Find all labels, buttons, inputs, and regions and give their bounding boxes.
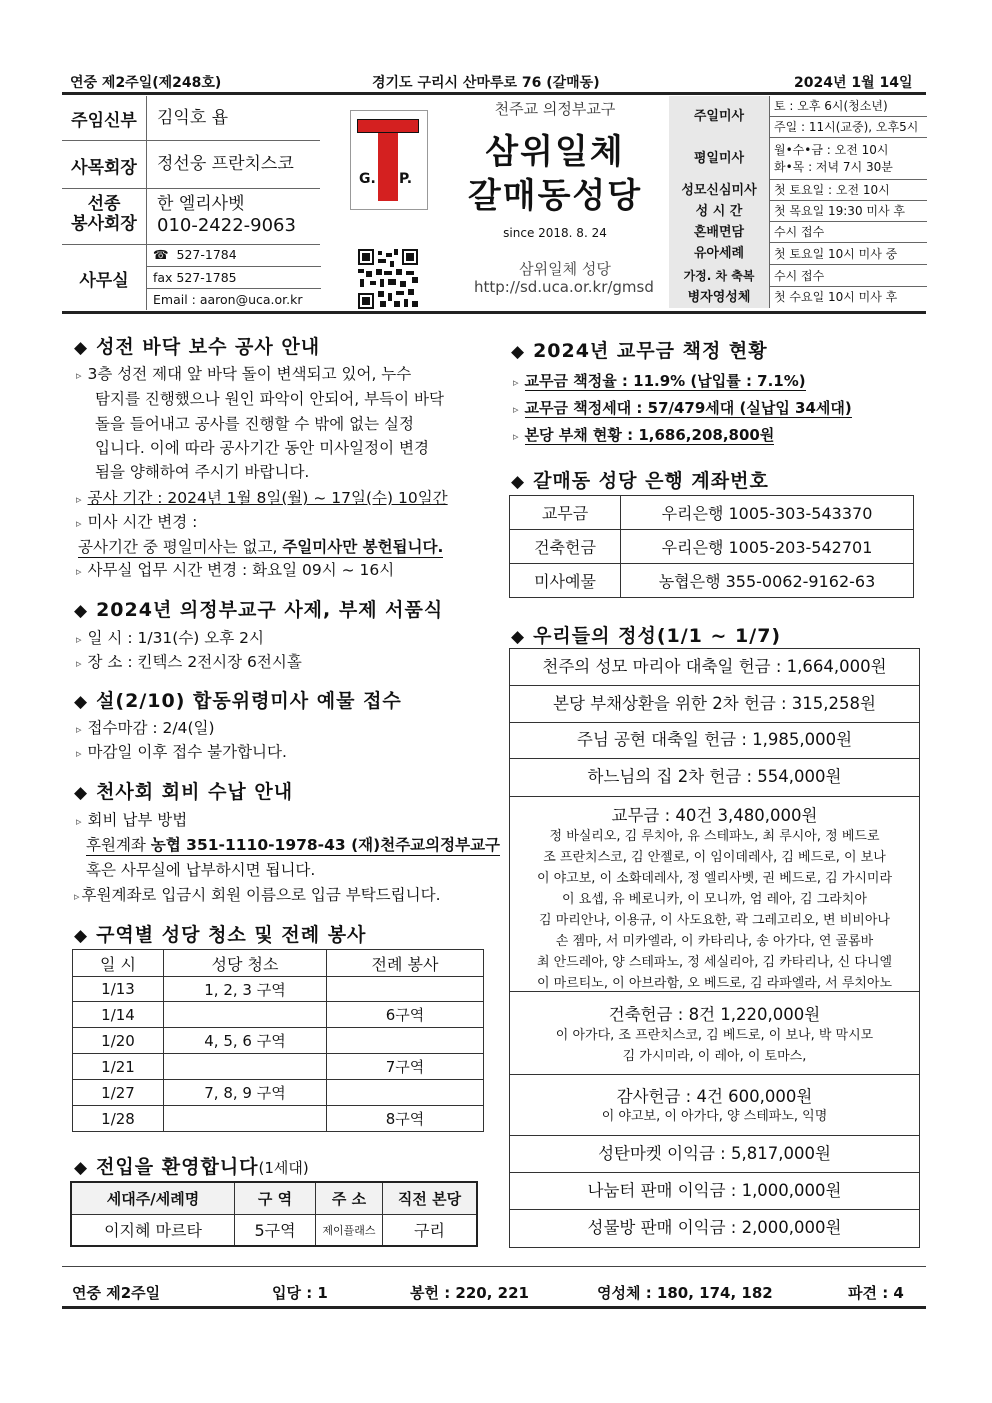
- floor-office-hours: ▹ 사무실 업무 시간 변경 : 화요일 09시 ~ 16시: [76, 561, 395, 579]
- memorial-deadline: ▹ 접수마감 : 2/4(일): [76, 719, 215, 737]
- qr-code[interactable]: [358, 249, 418, 309]
- dues-heading: ◆ 2024년 교무금 책정 현황: [511, 340, 768, 362]
- offering-item: 나눔터 판매 이익금 : 1,000,000원: [510, 1172, 919, 1210]
- mass-label-weekday: 평일미사: [669, 138, 769, 181]
- diamond-icon: ◆: [511, 342, 526, 362]
- mass-value-sunday-2: 주일 : 11시(교중), 오후5시: [769, 117, 927, 138]
- angel-or-office: 혹은 사무실에 납부하시면 됩니다.: [86, 861, 316, 879]
- mass-value-blessing: 수시 접수: [769, 265, 927, 287]
- mass-value-sunday-1: 토 : 오후 6시(청소년): [769, 96, 927, 117]
- floor-text-2: 탐지를 진행했으나 원인 파악이 안되어, 부득이 바닥: [95, 390, 444, 408]
- welcome-table: 세대주/세례명 구 역 주 소 직전 본당 이지혜 마르타 5구역 제이플래스 구리: [70, 1181, 478, 1247]
- floor-repair-heading: ◆ 성전 바닥 보수 공사 안내: [74, 336, 321, 358]
- bank-heading: ◆ 갈매동 성당 은행 계좌번호: [511, 470, 769, 492]
- logo-letter-g: G.: [359, 171, 376, 187]
- memorial-note: ▹ 마감일 이후 접수 불가합니다.: [76, 743, 287, 761]
- offering-item: 성탄마켓 이익금 : 5,817,000원: [510, 1135, 919, 1173]
- mass-label-sunday: 주일미사: [669, 96, 769, 139]
- mass-value-infant-baptism: 첫 토요일 10시 미사 중: [769, 243, 927, 265]
- thanks-contributors: 감사헌금 : 4건 600,000원 이 야고보, 이 아가다, 양 스테파노, 익명: [510, 1074, 919, 1136]
- mass-label-infant-baptism: 유아세례: [669, 243, 769, 266]
- diamond-icon: ◆: [511, 472, 526, 492]
- table-row: 1/27 7, 8, 9 구역: [73, 1080, 484, 1106]
- angel-heading: ◆ 천사회 회비 수납 안내: [74, 781, 294, 803]
- diamond-icon: ◆: [74, 601, 89, 621]
- diamond-icon: ◆: [74, 783, 89, 803]
- website-url[interactable]: http://sd.uca.or.kr/gmsd: [474, 278, 654, 296]
- building-contributors: 건축헌금 : 8건 1,220,000원 이 아가다, 조 프란치스코, 김 베드로, 이 보나, 박 막시모 김 가시미라, 이 레아, 이 토마스,: [510, 991, 919, 1075]
- footer-rule-bottom: [62, 1306, 926, 1309]
- mass-label-marriage: 혼배면담: [669, 222, 769, 244]
- floor-period: ▹ 공사 기간 : 2024년 1월 8일(월) ~ 17일(수) 10일간: [76, 489, 448, 507]
- dues-rate: ▹ 교무금 책정율 : 11.9% (납입률 : 7.1%): [513, 372, 806, 390]
- angel-method: ▹ 회비 납부 방법: [76, 811, 188, 829]
- mass-value-marriage: 수시 접수: [769, 222, 927, 243]
- staff-value-funeral: 한 엘리사벳 010-2422-9063: [146, 188, 320, 244]
- floor-text-1: ▹ 3층 성전 제대 앞 바닥 돌이 변색되고 있어, 누수: [76, 365, 412, 383]
- offering-item: 천주의 성모 마리아 대축일 헌금 : 1,664,000원: [510, 649, 919, 686]
- floor-text-5: 됨을 양해하여 주시기 바랍니다.: [95, 463, 310, 481]
- diamond-icon: ◆: [74, 338, 89, 358]
- floor-text-4: 입니다. 이에 따라 공사기간 동안 미사일정이 변경: [95, 439, 429, 457]
- staff-label-office: 사무실: [79, 271, 129, 291]
- dues-debt: ▹ 본당 부채 현황 : 1,686,208,800원: [513, 426, 775, 444]
- diocese-name: 천주교 의정부교구: [494, 100, 616, 118]
- table-row: 이지혜 마르타 5구역 제이플래스 구리: [71, 1214, 477, 1246]
- floor-mass-change-detail: 공사기간 중 평일미사는 없고, 주일미사만 봉헌됩니다.: [78, 535, 443, 558]
- diamond-icon: ◆: [511, 627, 526, 647]
- offering-item: 주님 공현 대축일 헌금 : 1,985,000원: [510, 722, 919, 759]
- mass-value-weekday: 월•수•금 : 오전 10시 화•목 : 저녁 7시 30분: [769, 138, 927, 180]
- founded-date: since 2018. 8. 24: [503, 226, 607, 240]
- ordination-place: ▹ 장 소 : 킨텍스 2전시장 6전시홀: [76, 653, 302, 671]
- diamond-icon: ◆: [74, 1158, 89, 1178]
- diamond-icon: ◆: [74, 692, 89, 712]
- table-row: 미사예물 농협은행 355-0062-9162-63: [510, 564, 914, 598]
- dues-households: ▹ 교무금 책정세대 : 57/479세대 (실납입 34세대): [513, 399, 852, 417]
- diamond-icon: ◆: [74, 926, 89, 946]
- church-logo: [350, 110, 428, 210]
- mass-label-marian: 성모신심미사: [669, 180, 769, 202]
- dues-contributors: 교무금 : 40건 3,480,000원 정 바실리오, 김 루치아, 유 스테파노, 최 루시아, 정 베드로 조 프란치스코, 김 안젤로, 이 임이데레사, 김 베드로, 이 보나 이 야고보, 이 소화데레사, 정 엘리사벳, 권 베드로, 김 가시미라 이 요셉, 유 베로니카, 이 모니까, 엄 레아, 김 그라치아 김 마리안나, 이용규, 이 사도요한, 곽 그레고리오, 변 비비아나 손 젬마, 서 미카엘라, 이 카타리나, 송 아가다, 연 골롬바 최 안드레아, 양 스테파노, 정 세실리아, 김 카타리나, 신 다니엘 이 마르티노, 이 아브라함, 오 베드로, 김 라파엘라, 서 루치아노: [510, 796, 919, 992]
- masthead-rule: [62, 311, 926, 314]
- staff-label-funeral: 선종 봉사회장: [71, 194, 137, 234]
- cleaning-header-liturgy: 전례 봉사: [327, 950, 484, 977]
- mass-label-sick-communion: 병자영성체: [669, 287, 769, 308]
- memorial-heading: ◆ 설(2/10) 합동위령미사 예물 접수: [74, 690, 402, 712]
- issue-date: 2024년 1월 14일: [794, 75, 913, 91]
- mass-value-marian: 첫 토요일 : 오전 10시: [769, 180, 927, 201]
- staff-value-office: ☎ 527-1784 fax 527-1785 Email : aaron@uca.or.kr: [146, 244, 321, 310]
- offerings-table: [509, 648, 920, 1248]
- footer-offertory: 봉헌 : 220, 221: [410, 1284, 529, 1302]
- header-rule: [62, 92, 926, 95]
- staff-value-council: 정선웅 프란치스코: [146, 140, 320, 188]
- offering-item: 성물방 판매 이익금 : 2,000,000원: [587, 1218, 842, 1237]
- ordination-heading: ◆ 2024년 의정부교구 사제, 부제 서품식: [74, 599, 444, 621]
- table-row: 1/28 8구역: [73, 1106, 484, 1132]
- logo-letter-p: P.: [399, 171, 413, 187]
- church-name-line1: 삼위일체: [485, 132, 625, 172]
- offering-item: 본당 부채상환을 위한 2차 헌금 : 315,258원: [510, 685, 919, 723]
- angel-note: ▹ 후원계좌로 입금시 회원 이름으로 입금 부탁드립니다.: [74, 886, 441, 904]
- cleaning-header-date: 일 시: [73, 950, 164, 977]
- mass-value-sick-communion: 첫 수요일 10시 미사 후: [769, 287, 927, 308]
- cleaning-table: [72, 949, 484, 1132]
- bank-table: [509, 495, 914, 598]
- staff-label-council: 사목회장: [71, 158, 137, 178]
- table-row: 1/13 1, 2, 3 구역: [73, 977, 484, 1002]
- phone-icon: ☎: [153, 247, 169, 262]
- footer-dismissal: 파견 : 4: [848, 1284, 904, 1302]
- mass-label-holy-hour: 성 시 간: [669, 201, 769, 223]
- floor-text-3: 돌을 들어내고 공사를 진행할 수 밖에 없는 실정: [95, 415, 414, 433]
- church-name-line2: 갈매동성당: [467, 176, 643, 216]
- table-row: 1/20 4, 5, 6 구역: [73, 1028, 484, 1054]
- issue-number: 연중 제2주일(제248호): [70, 75, 222, 91]
- issue-header: [62, 68, 926, 94]
- offerings-heading: ◆ 우리들의 정성(1/1 ~ 1/7): [511, 625, 782, 647]
- triangle-bullet-icon: ▹: [76, 369, 82, 382]
- footer-entrance: 입당 : 1: [272, 1284, 328, 1302]
- cleaning-header-clean: 성당 청소: [164, 950, 327, 977]
- table-row: 1/14 6구역: [73, 1002, 484, 1028]
- church-address: 경기도 구리시 산마루로 76 (갈매동): [372, 75, 600, 91]
- angel-account: 후원계좌 농협 351-1110-1978-43 (재)천주교의정부교구: [86, 833, 500, 856]
- floor-mass-change: ▹ 미사 시간 변경 :: [76, 513, 198, 531]
- mass-label-blessing: 가정. 차 축복: [669, 265, 769, 288]
- cleaning-heading: ◆ 구역별 성당 청소 및 전례 봉사: [74, 924, 367, 946]
- welcome-heading: ◆ 전입을 환영합니다(1세대): [74, 1156, 309, 1178]
- ordination-date: ▹ 일 시 : 1/31(수) 오후 2시: [76, 629, 264, 647]
- footer-rule-top: [62, 1266, 926, 1267]
- footer-communion: 영성체 : 180, 174, 182: [597, 1284, 773, 1302]
- table-row: 건축헌금 우리은행 1005-203-542701: [510, 530, 914, 564]
- table-row: 교무금 우리은행 1005-303-543370: [510, 496, 914, 530]
- table-row: 1/21 7구역: [73, 1054, 484, 1080]
- staff-value-pastor: 김익호 욥: [146, 96, 320, 140]
- website-name: 삼위일체 성당: [519, 260, 611, 278]
- mass-value-holy-hour: 첫 목요일 19:30 미사 후: [769, 201, 927, 222]
- staff-label-pastor: 주임신부: [71, 111, 137, 131]
- offering-item: 하느님의 집 2차 헌금 : 554,000원: [510, 758, 919, 797]
- footer-sunday: 연중 제2주일: [72, 1284, 161, 1302]
